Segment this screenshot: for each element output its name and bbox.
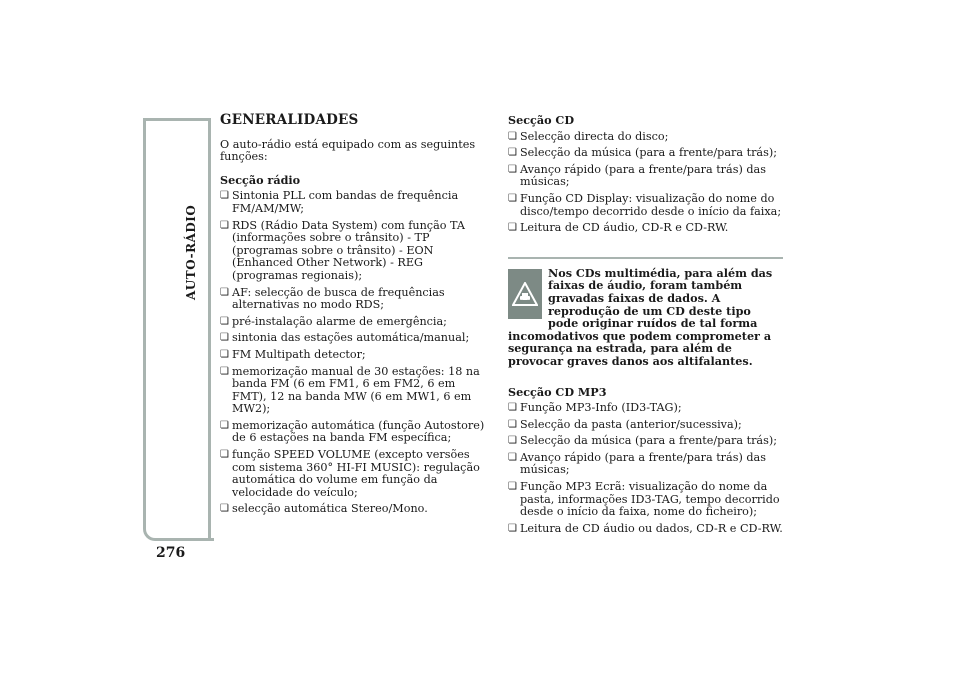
mp3-section-heading: Secção CD MP3: [508, 384, 607, 399]
list-item: ❏ memorização manual de 30 estações: 18 na banda FM (6 em FM1, 6 em FM2, 6 em FMT), 12 na banda MW (6 em MW1, 6 em MW2);: [220, 366, 490, 416]
mp3-feature-list: [508, 402, 783, 535]
radio-feature-list: [220, 190, 490, 516]
warning-text: Nos CDs multimédia, para além das faixas de áudio, foram também gravadas faixas de dados. A reprodução de um CD deste tipo pode originar ruídos de tal forma incomodativos que podem comprometer a segurança na estrada, para além de provocar graves danos aos altifalantes.: [508, 265, 773, 368]
list-item: ❏ AF: selecção de busca de frequências alternativas no modo RDS;: [220, 287, 490, 312]
radio-section-heading: Secção rádio: [220, 172, 301, 187]
section-side-label: AUTO-RÁDIO: [184, 204, 198, 300]
list-item: ❏ Leitura de CD áudio ou dados, CD-R e CD-RW.: [508, 523, 783, 536]
list-item: ❏ Função MP3-Info (ID3-TAG);: [508, 402, 783, 415]
list-item: ❏ Selecção da música (para a frente/para trás);: [508, 147, 783, 160]
list-item: ❏ Selecção directa do disco;: [508, 131, 783, 144]
list-item: ❏ Avanço rápido (para a frente/para trás) das músicas;: [508, 164, 783, 189]
list-item: ❏ selecção automática Stereo/Mono.: [220, 503, 490, 516]
warning-box: [508, 267, 783, 368]
list-item: ❏ Sintonia PLL com bandas de frequência FM/AM/MW;: [220, 190, 490, 215]
page-number: 276: [156, 545, 186, 561]
list-item: ❏ Função CD Display: visualização do nome do disco/tempo decorrido desde o início da faixa;: [508, 193, 783, 218]
warning-divider: [508, 257, 783, 259]
list-item: ❏ Avanço rápido (para a frente/para trás) das músicas;: [508, 452, 783, 477]
list-item: ❏ RDS (Rádio Data System) com função TA (informações sobre o trânsito) - TP (programas sobre o trânsito) - EON (Enhanced Other Network) - REG (programas regionais);: [220, 220, 490, 283]
cd-section-heading: Secção CD: [508, 113, 575, 127]
list-item: ❏ função SPEED VOLUME (excepto versões com sistema 360° HI-FI MUSIC): regulação automática do volume em função da velocidade do veículo;: [220, 449, 490, 499]
cd-feature-list: [508, 131, 783, 235]
intro-paragraph: O auto-rádio está equipado com as seguintes funções:: [220, 137, 476, 164]
left-column: [220, 114, 490, 520]
list-item: ❏ pré-instalação alarme de emergência;: [220, 316, 490, 329]
right-column: [508, 114, 783, 539]
list-item: ❏ Função MP3 Ecrã: visualização do nome da pasta, informações ID3-TAG, tempo decorrido desde o início da faixa, nome do ficheiro);: [508, 481, 783, 519]
list-item: ❏ sintonia das estações automática/manual;: [220, 332, 490, 345]
list-item: ❏ memorização automática (função Autostore) de 6 estações na banda FM específica;: [220, 420, 490, 445]
warning-car-icon: [508, 269, 542, 319]
page-title: GENERALIDADES: [220, 112, 359, 128]
page-frame-right: [208, 118, 211, 541]
page-frame: [143, 118, 214, 541]
list-item: ❏ Selecção da música (para a frente/para trás);: [508, 435, 783, 448]
list-item: ❏ Leitura de CD áudio, CD-R e CD-RW.: [508, 222, 783, 235]
list-item: ❏ FM Multipath detector;: [220, 349, 490, 362]
list-item: ❏ Selecção da pasta (anterior/sucessiva);: [508, 419, 783, 432]
